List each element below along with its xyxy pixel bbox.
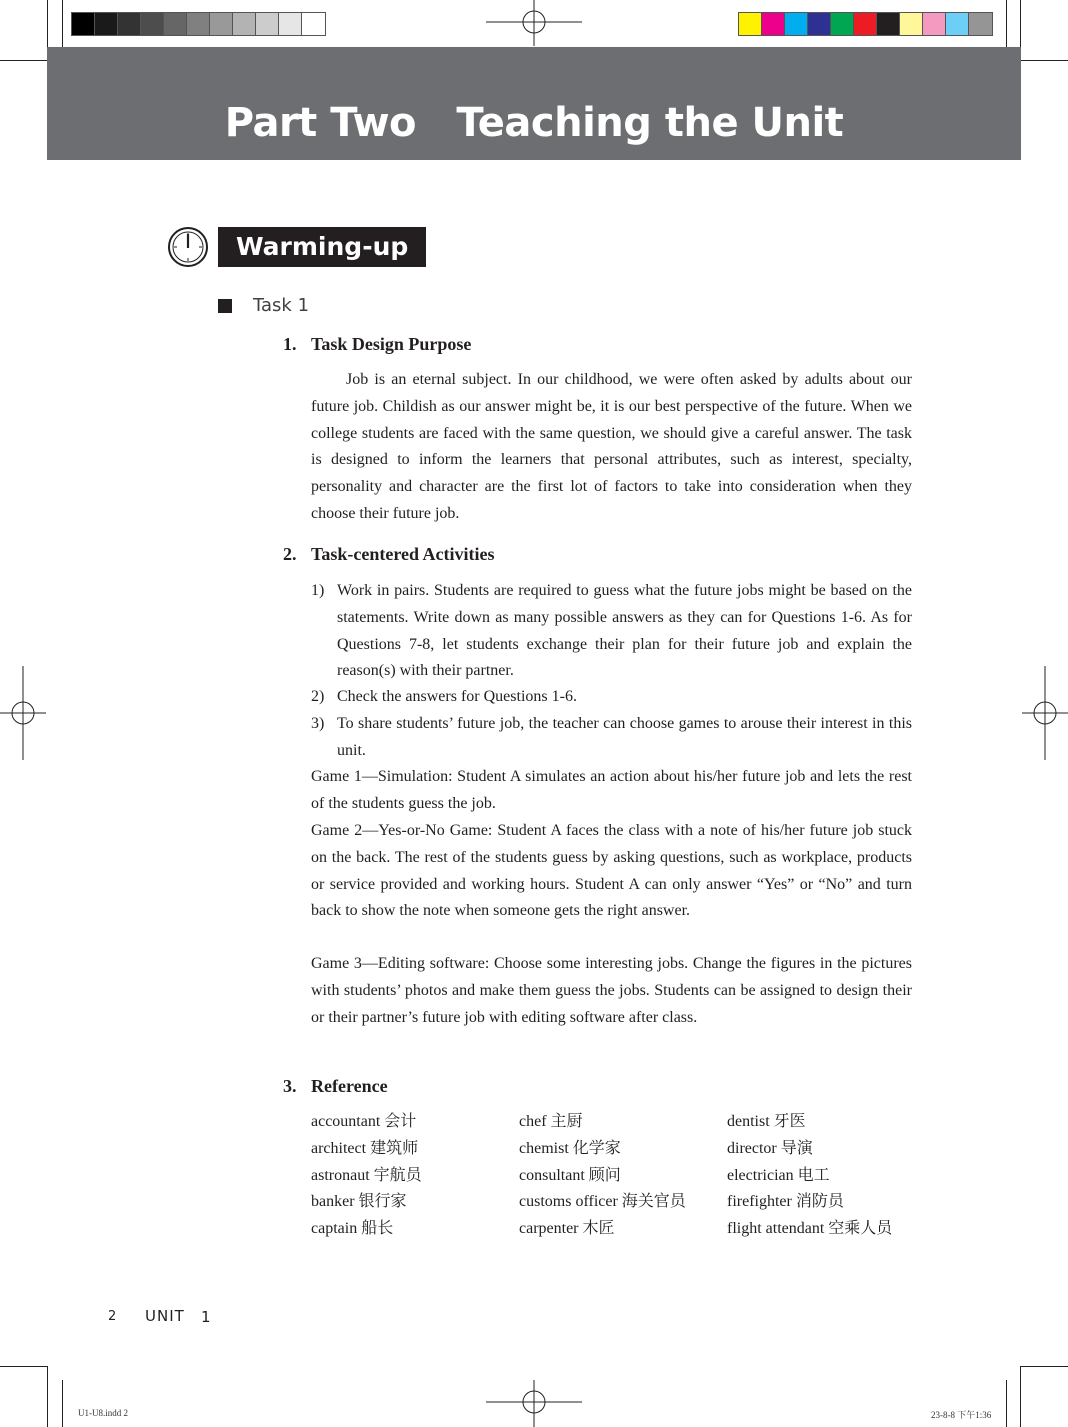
- color-swatch: [877, 13, 900, 35]
- registration-mark-top: [486, 0, 582, 46]
- registration-mark-bottom: [486, 1380, 582, 1427]
- color-swatch: [279, 13, 302, 35]
- color-swatch: [854, 13, 877, 35]
- reference-item: accountant 会计: [311, 1113, 417, 1130]
- color-swatch: [302, 13, 325, 35]
- reference-item: director 导演: [727, 1139, 813, 1157]
- reference-item: banker 银行家: [311, 1193, 407, 1211]
- page-title: Part Two Teaching the Unit: [224, 100, 844, 146]
- activity-item: [311, 578, 912, 685]
- color-swatch: [900, 13, 923, 35]
- crop-mark: [1020, 1366, 1068, 1367]
- color-swatch-strip: [738, 12, 993, 36]
- reference-item: customs officer 海关官员: [519, 1193, 686, 1211]
- task-bullet-icon: [218, 299, 232, 313]
- game-paragraph-3: Game 3—Editing software: Choose some interesting jobs. Change the figures in the pictures with students’ photos and make them guess the jobs. Students can be assigned to design their or their partner’s future job with editing software after class.: [311, 955, 912, 1026]
- reference-item: chef 主厨: [519, 1113, 583, 1130]
- color-swatch: [118, 13, 141, 35]
- subheading-number: 2.: [283, 544, 297, 564]
- reference-item: flight attendant 空乘人员: [727, 1220, 893, 1238]
- subheading-reference: [283, 1076, 388, 1097]
- registration-mark-left: [0, 666, 46, 760]
- reference-item: firefighter 消防员: [727, 1193, 844, 1211]
- section-heading: Warming-up: [218, 227, 426, 267]
- color-swatch: [141, 13, 164, 35]
- color-swatch: [95, 13, 118, 35]
- gray-swatch-strip: [71, 12, 326, 36]
- subheading-text: Reference: [311, 1076, 388, 1096]
- color-swatch: [72, 13, 95, 35]
- color-swatch: [785, 13, 808, 35]
- activity-text: Work in pairs. Students are required to guess what the future jobs might be based on the statements. Write down as many possible answers as they can for Questions 1-6. As for Questions 7-8, let students exchange their plan for their future job and explain the reason(s) with their partner.: [337, 582, 912, 680]
- registration-mark-right: [1022, 666, 1068, 760]
- activity-text: To share students’ future job, the teacher can choose games to arouse their interest in this unit.: [337, 715, 912, 759]
- unit-number: 1: [201, 1308, 211, 1326]
- color-swatch: [187, 13, 210, 35]
- color-swatch: [256, 13, 279, 35]
- reference-item: chemist 化学家: [519, 1139, 621, 1157]
- reference-item: electrician 电工: [727, 1166, 830, 1184]
- unit-label: UNIT: [145, 1307, 185, 1325]
- reference-column-2: [519, 1109, 686, 1243]
- crop-mark: [0, 60, 47, 61]
- reference-item: dentist 牙医: [727, 1113, 806, 1130]
- reference-item: captain 船长: [311, 1220, 394, 1238]
- reference-column-1: [311, 1109, 422, 1243]
- reference-item: consultant 顾问: [519, 1166, 621, 1184]
- crop-mark: [62, 1380, 63, 1427]
- subheading-number: 1.: [283, 334, 297, 354]
- color-swatch: [923, 13, 946, 35]
- crop-mark: [1006, 0, 1007, 47]
- task-label: Task 1: [253, 295, 310, 316]
- color-swatch: [739, 13, 762, 35]
- reference-item: carpenter 木匠: [519, 1220, 615, 1238]
- reference-item: astronaut 宇航员: [311, 1166, 422, 1184]
- color-swatch: [946, 13, 969, 35]
- activity-marker: 3): [311, 715, 325, 732]
- crop-mark: [1020, 60, 1068, 61]
- game-paragraph-2: Game 2—Yes-or-No Game: Student A faces the class with a note of his/her future job stuck on the back. The rest of the students guess by asking questions, such as workplace, products or service provided and working hours. Student A can only answer “Yes” or “No” and turn back to show the note when someone gets the right answer.: [311, 822, 912, 920]
- crop-mark: [47, 1366, 48, 1427]
- crop-mark: [62, 0, 63, 47]
- subheading-number: 3.: [283, 1076, 297, 1096]
- color-swatch: [233, 13, 256, 35]
- slug-file-info: U1-U8.indd 2: [78, 1408, 128, 1418]
- color-swatch: [969, 13, 992, 35]
- color-swatch: [164, 13, 187, 35]
- crop-mark: [0, 1366, 47, 1367]
- reference-column-3: [727, 1109, 892, 1243]
- activity-text: Check the answers for Questions 1-6.: [337, 688, 577, 705]
- activity-marker: 2): [311, 688, 325, 705]
- activity-item: [311, 711, 912, 765]
- crop-mark: [1006, 1380, 1007, 1427]
- subheading-task-centered-activities: [283, 544, 494, 565]
- crop-mark: [1020, 1366, 1021, 1427]
- slug-date-info: 23-8-8 下午1:36: [931, 1410, 992, 1420]
- subheading-text: Task-centered Activities: [311, 544, 495, 564]
- activity-marker: 1): [311, 582, 325, 599]
- activity-item: [311, 684, 912, 711]
- color-swatch: [831, 13, 854, 35]
- page-number: 2: [108, 1309, 117, 1324]
- color-swatch: [808, 13, 831, 35]
- subheading-text: Task Design Purpose: [311, 334, 472, 354]
- color-swatch: [210, 13, 233, 35]
- clock-icon: [167, 226, 209, 268]
- color-swatch: [762, 13, 785, 35]
- reference-item: architect 建筑师: [311, 1139, 419, 1157]
- purpose-paragraph: Job is an eternal subject. In our childhood, we were often asked by adults about our future job. Childish as our answer might be, it is our best perspective of the future. When we college students are faced with the same question, we should give a careful answer. The task is designed to inform the learners that personal attributes, such as interest, specialty, personality and character are the first lot of factors to take into consideration when they choose their future job.: [311, 371, 912, 522]
- subheading-task-design-purpose: [283, 334, 471, 355]
- game-paragraph-1: Game 1—Simulation: Student A simulates an action about his/her future job and lets the rest of the students guess the job.: [311, 768, 912, 812]
